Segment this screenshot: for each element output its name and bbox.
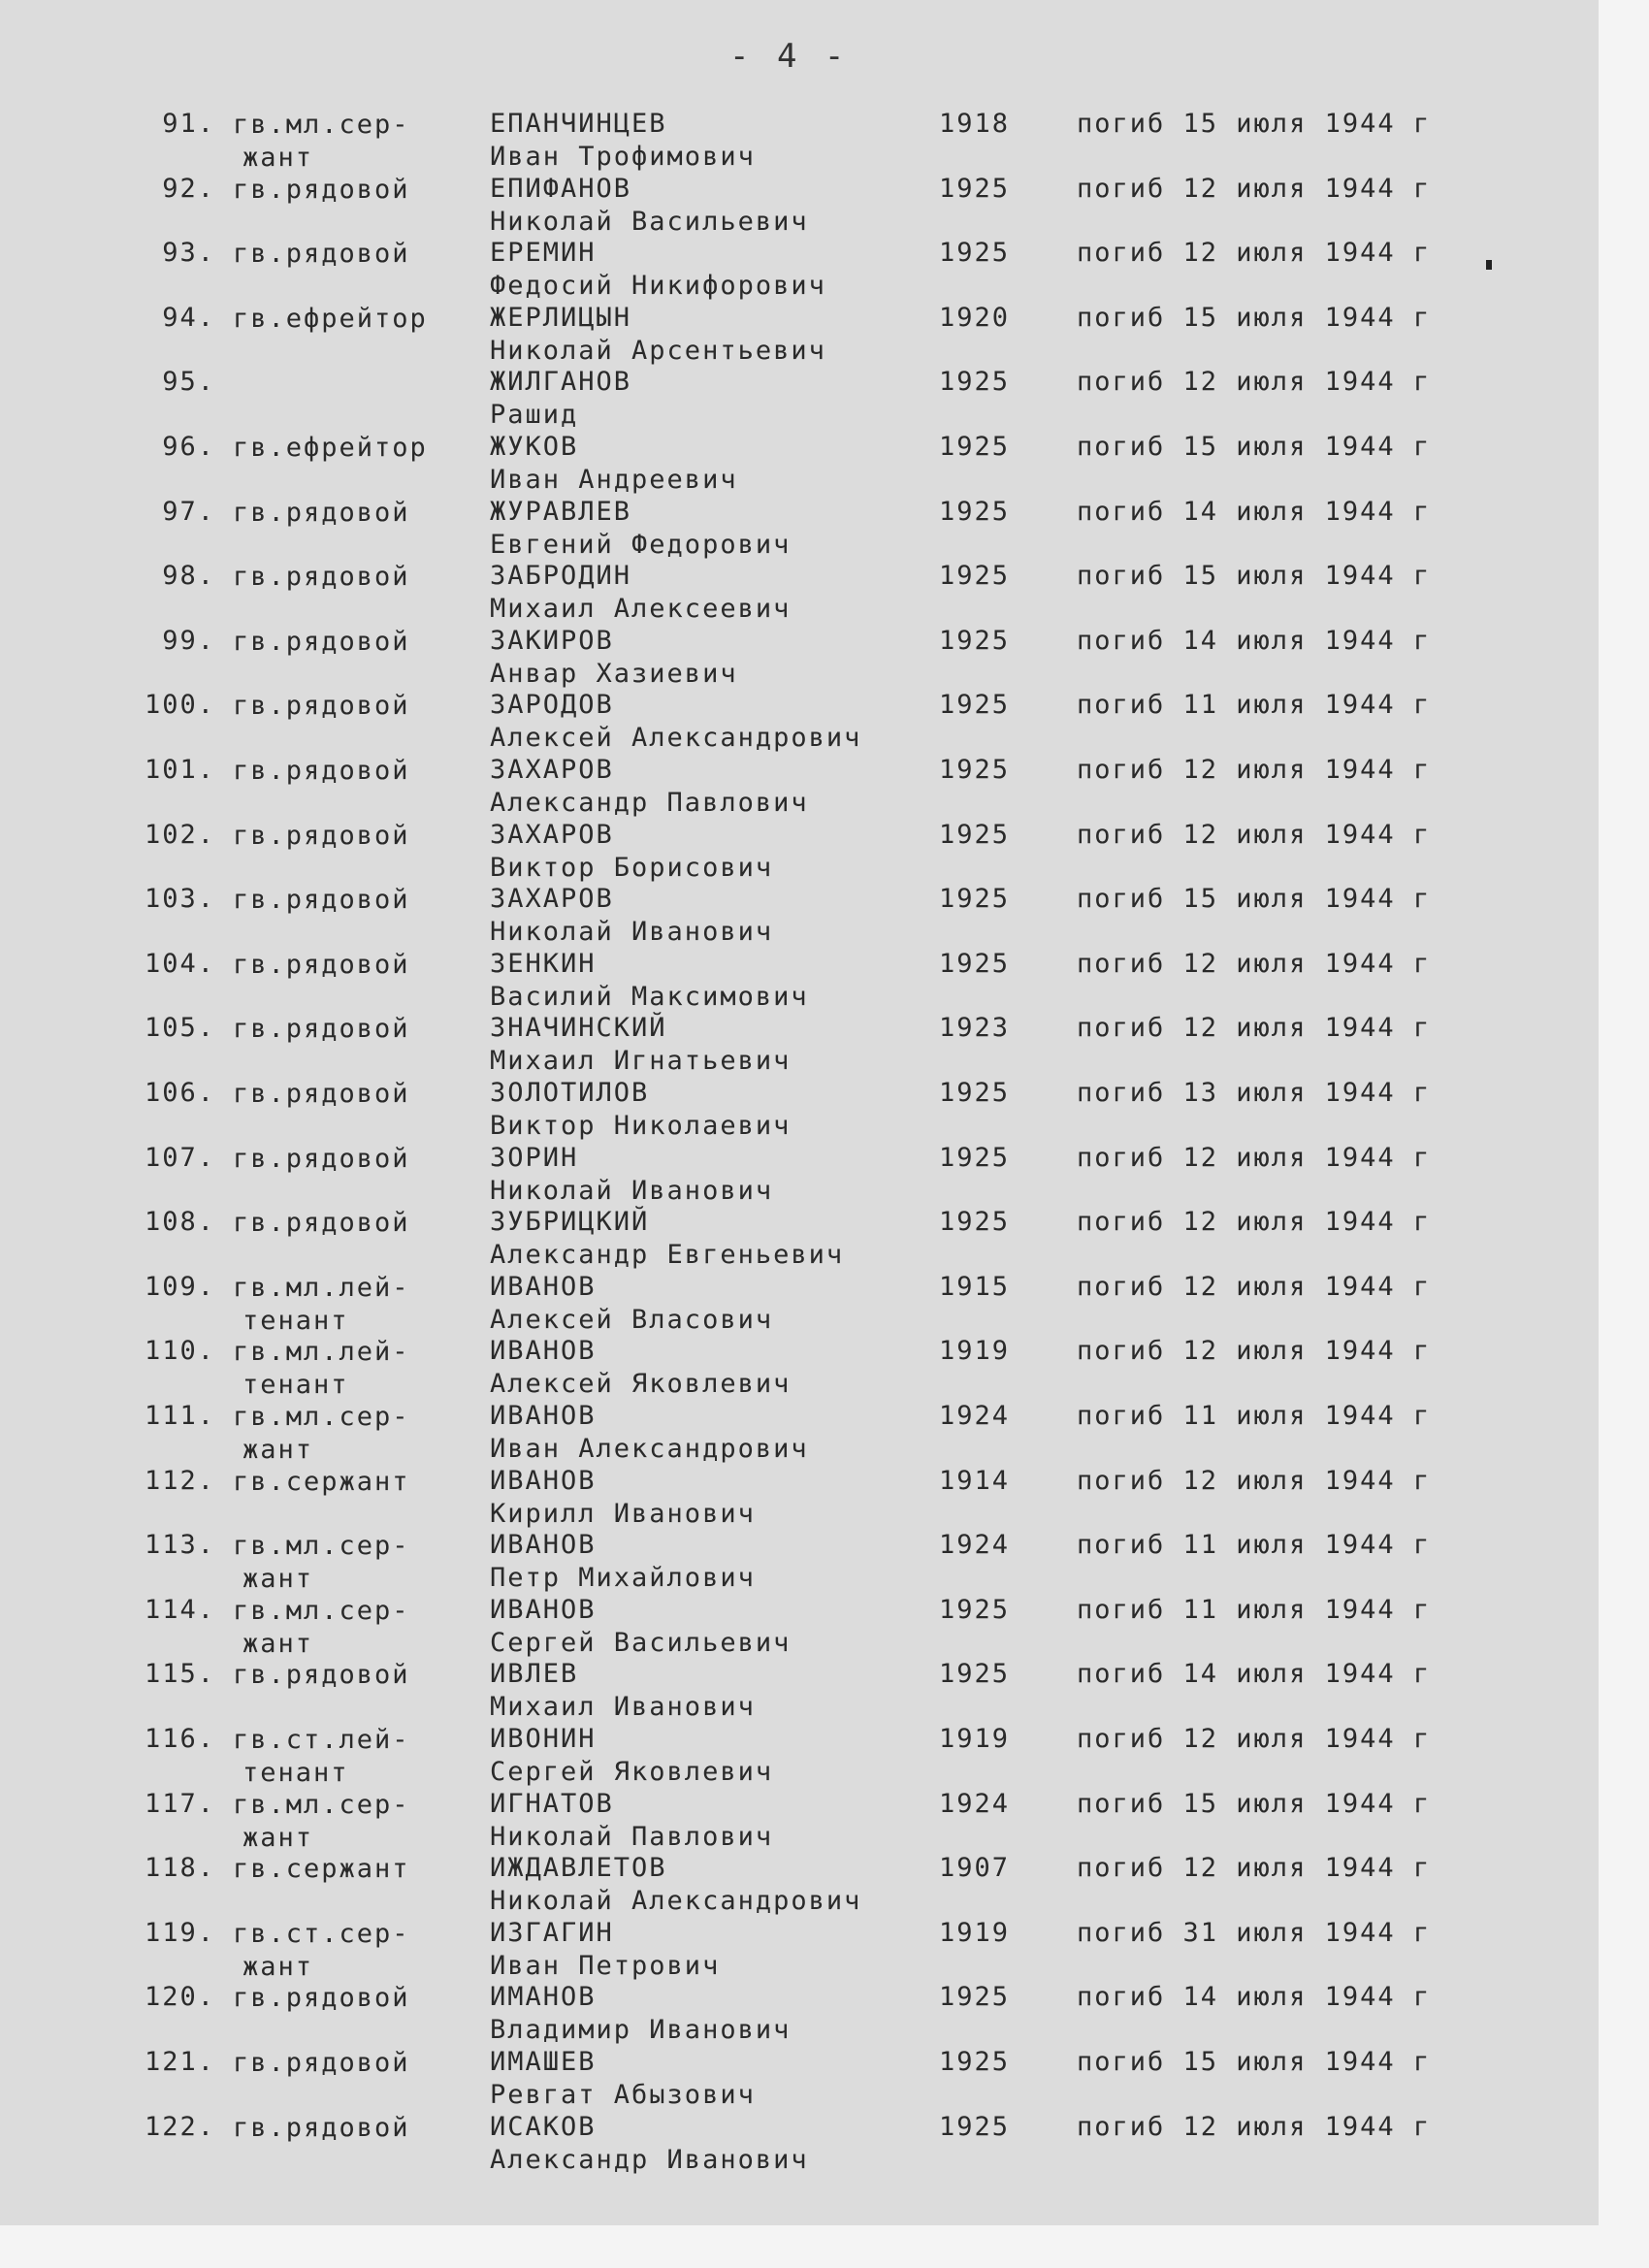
entry-status: погиб 14 июля 1944 г <box>1077 1659 1432 1690</box>
entry-rank-line1: гв.мл.сер- <box>233 110 410 140</box>
page-number: - 4 - <box>729 37 849 76</box>
entry-birth-year: 1919 <box>939 1336 1011 1367</box>
entry-number: 103. <box>144 884 215 915</box>
list-entry <box>0 1659 1591 1725</box>
entry-surname: ЕПАНЧИНЦЕВ <box>490 109 667 139</box>
entry-number: 114. <box>144 1594 215 1625</box>
entry-number: 93. <box>162 238 215 269</box>
entry-rank-line1: гв.мл.сер- <box>233 1595 410 1626</box>
list-entry <box>0 174 1591 240</box>
entry-birth-year: 1925 <box>939 948 1011 979</box>
entry-number: 107. <box>144 1142 215 1173</box>
entry-status: погиб 12 июля 1944 г <box>1077 367 1432 398</box>
entry-given-name: Сергей Яковлевич <box>490 1757 774 1787</box>
entry-surname: ЗАБРОДИН <box>490 561 632 592</box>
entry-birth-year: 1925 <box>939 690 1011 721</box>
entry-surname: ЕПИФАНОВ <box>490 173 632 204</box>
entry-given-name: Виктор Борисович <box>490 852 774 883</box>
entry-birth-year: 1925 <box>939 625 1011 656</box>
entry-rank <box>233 626 410 659</box>
list-entry <box>0 432 1591 498</box>
entry-surname: ЗНАЧИНСКИЙ <box>490 1013 667 1044</box>
entry-surname: ИВАНОВ <box>490 1401 597 1431</box>
list-entry <box>0 1982 1591 2048</box>
entry-given-name: Иван Александрович <box>490 1434 809 1464</box>
entry-status: погиб 12 июля 1944 г <box>1077 1207 1432 1238</box>
entry-given-name: Василий Максимович <box>490 981 809 1012</box>
entry-surname: ИВАНОВ <box>490 1271 597 1302</box>
entry-surname: ЗАХАРОВ <box>490 884 614 915</box>
list-entry <box>0 367 1591 433</box>
entry-given-name: Владимир Иванович <box>490 2015 792 2046</box>
entry-given-name: Ревгат Абызович <box>490 2080 756 2110</box>
entry-rank-line1: гв.ефрейтор <box>233 303 428 334</box>
entry-surname: ИЗГАГИН <box>490 1917 614 1948</box>
entry-surname: ИВОНИН <box>490 1724 597 1754</box>
entry-given-name: Михаил Игнатьевич <box>490 1046 792 1077</box>
entry-birth-year: 1925 <box>939 1142 1011 1173</box>
entry-number: 102. <box>144 819 215 850</box>
entry-birth-year: 1923 <box>939 1013 1011 1044</box>
entry-rank <box>233 1466 410 1499</box>
entry-surname: ИСАКОВ <box>490 2111 597 2142</box>
list-entry <box>0 109 1591 175</box>
entry-birth-year: 1925 <box>939 884 1011 915</box>
entry-birth-year: 1925 <box>939 367 1011 398</box>
entry-rank-line1: гв.рядовой <box>233 174 410 205</box>
entry-rank-line2: жант <box>242 1628 314 1659</box>
entry-rank-line1: гв.рядовой <box>233 1208 410 1239</box>
entry-birth-year: 1924 <box>939 1401 1011 1431</box>
entry-birth-year: 1907 <box>939 1853 1011 1884</box>
entry-number: 122. <box>144 2111 215 2142</box>
entry-number: 95. <box>162 367 215 398</box>
entry-surname: ИВЛЕВ <box>490 1659 579 1690</box>
entry-status: погиб 11 июля 1944 г <box>1077 1401 1432 1431</box>
entry-rank-line1: гв.рядовой <box>233 2112 410 2143</box>
list-entry <box>0 626 1591 692</box>
entry-birth-year: 1925 <box>939 496 1011 527</box>
entry-given-name: Кирилл Иванович <box>490 1498 756 1529</box>
list-entry <box>0 303 1591 369</box>
entry-given-name: Николай Арсентьевич <box>490 335 826 366</box>
entry-rank-line1: гв.рядовой <box>233 626 410 657</box>
entry-status: погиб 11 июля 1944 г <box>1077 1530 1432 1561</box>
entry-rank-line1: гв.мл.сер- <box>233 1789 410 1820</box>
entry-birth-year: 1920 <box>939 302 1011 333</box>
entry-rank <box>233 1078 410 1111</box>
entry-rank <box>233 2112 410 2145</box>
entry-birth-year: 1919 <box>939 1917 1011 1948</box>
entry-rank-line1: гв.ст.лей- <box>233 1725 410 1755</box>
entry-given-name: Иван Петрович <box>490 1950 721 1981</box>
entry-rank <box>233 949 410 982</box>
entry-number: 106. <box>144 1078 215 1108</box>
entry-birth-year: 1925 <box>939 2047 1011 2077</box>
list-entry <box>0 2112 1591 2178</box>
entry-birth-year: 1915 <box>939 1271 1011 1302</box>
list-entry <box>0 1918 1591 1984</box>
entry-rank-line1: гв.мл.лей- <box>233 1337 410 1368</box>
entry-status: погиб 14 июля 1944 г <box>1077 1982 1432 2013</box>
list-entry <box>0 1724 1591 1790</box>
entry-given-name: Николай Иванович <box>490 917 774 948</box>
entry-rank <box>233 1530 410 1596</box>
entry-given-name: Михаил Иванович <box>490 1692 756 1723</box>
entry-status: погиб 14 июля 1944 г <box>1077 496 1432 527</box>
list-entry <box>0 1530 1591 1596</box>
entry-given-name: Николай Александрович <box>490 1886 862 1917</box>
entry-number: 109. <box>144 1271 215 1302</box>
entry-surname: ЗАКИРОВ <box>490 625 614 656</box>
list-entry <box>0 755 1591 821</box>
entry-birth-year: 1919 <box>939 1724 1011 1754</box>
entry-birth-year: 1925 <box>939 1982 1011 2013</box>
entry-birth-year: 1925 <box>939 1078 1011 1108</box>
entry-birth-year: 1925 <box>939 2111 1011 2142</box>
entry-surname: ЖУРАВЛЕВ <box>490 496 632 527</box>
entry-surname: ЖУКОВ <box>490 432 579 462</box>
list-entry <box>0 884 1591 950</box>
entry-given-name: Николай Иванович <box>490 1175 774 1206</box>
entry-rank-line1: гв.ефрейтор <box>233 433 428 463</box>
entry-surname: ЖИЛГАНОВ <box>490 367 632 398</box>
entry-number: 96. <box>162 432 215 462</box>
entry-surname: ЖЕРЛИЦЫН <box>490 302 632 333</box>
entry-surname: ЕРЕМИН <box>490 238 597 269</box>
scan-margin-bottom <box>0 2225 1649 2268</box>
entry-rank <box>233 303 428 336</box>
entry-birth-year: 1925 <box>939 755 1011 785</box>
list-entry <box>0 1143 1591 1209</box>
entry-given-name: Александр Евгеньевич <box>490 1240 845 1271</box>
entry-rank <box>233 432 428 465</box>
list-entry <box>0 690 1591 756</box>
entry-status: погиб 12 июля 1944 г <box>1077 173 1432 204</box>
entry-status: погиб 12 июля 1944 г <box>1077 948 1432 979</box>
entry-given-name: Александр Павлович <box>490 788 809 818</box>
entry-given-name: Алексей Власович <box>490 1304 774 1335</box>
entry-number: 117. <box>144 1788 215 1819</box>
entry-given-name: Рашид <box>490 400 579 431</box>
entry-surname: ИВАНОВ <box>490 1465 597 1496</box>
entry-number: 110. <box>144 1336 215 1367</box>
entry-given-name: Михаил Алексеевич <box>490 594 792 625</box>
entry-status: погиб 15 июля 1944 г <box>1077 2047 1432 2077</box>
entry-surname: ИВАНОВ <box>490 1594 597 1625</box>
entry-number: 116. <box>144 1724 215 1754</box>
entry-number: 94. <box>162 302 215 333</box>
entry-rank <box>233 1982 410 2015</box>
entry-given-name: Анвар Хазиевич <box>490 658 738 689</box>
entry-rank-line1: гв.рядовой <box>233 885 410 916</box>
entry-given-name: Александр Иванович <box>490 2144 809 2175</box>
entry-birth-year: 1918 <box>939 109 1011 139</box>
entry-status: погиб 12 июля 1944 г <box>1077 1853 1432 1884</box>
entry-birth-year: 1925 <box>939 1207 1011 1238</box>
entry-given-name: Евгений Федорович <box>490 529 792 560</box>
list-entry <box>0 2047 1591 2113</box>
entry-rank-line2: жант <box>242 1822 314 1853</box>
list-entry <box>0 949 1591 1015</box>
entry-rank <box>233 1401 410 1467</box>
entry-rank <box>233 1853 410 1886</box>
list-entry <box>0 1853 1591 1919</box>
entry-number: 98. <box>162 561 215 592</box>
entry-surname: ЗАРОДОВ <box>490 690 614 721</box>
list-entry <box>0 1401 1591 1467</box>
entry-rank-line1: гв.рядовой <box>233 497 410 528</box>
list-entry <box>0 497 1591 563</box>
entry-birth-year: 1925 <box>939 561 1011 592</box>
entry-rank-line1: гв.сержант <box>233 1854 410 1885</box>
list-entry <box>0 1272 1591 1338</box>
entry-given-name: Иван Трофимович <box>490 142 756 172</box>
entry-number: 119. <box>144 1917 215 1948</box>
entry-rank-line2: жант <box>242 1951 314 1982</box>
entry-number: 104. <box>144 948 215 979</box>
entry-rank-line1: гв.ст.сер- <box>233 1918 410 1949</box>
entry-status: погиб 31 июля 1944 г <box>1077 1917 1432 1948</box>
entry-status: погиб 11 июля 1944 г <box>1077 1594 1432 1625</box>
entry-rank-line2: жант <box>242 1435 314 1465</box>
entry-status: погиб 14 июля 1944 г <box>1077 625 1432 656</box>
entry-rank-line1: гв.рядовой <box>233 2048 410 2078</box>
entry-surname: ЗАХАРОВ <box>490 755 614 785</box>
entry-surname: ИМАНОВ <box>490 1982 597 2013</box>
list-entry <box>0 1789 1591 1855</box>
list-entry <box>0 1078 1591 1144</box>
entry-rank <box>233 561 410 594</box>
entry-number: 100. <box>144 690 215 721</box>
entry-number: 97. <box>162 496 215 527</box>
entry-rank <box>233 1595 410 1661</box>
entry-number: 115. <box>144 1659 215 1690</box>
entry-surname: ИМАШЕВ <box>490 2047 597 2077</box>
entry-given-name: Петр Михайлович <box>490 1563 756 1594</box>
entry-rank-line1: гв.мл.сер- <box>233 1402 410 1432</box>
entry-rank-line1: гв.рядовой <box>233 239 410 270</box>
entry-status: погиб 12 июля 1944 г <box>1077 819 1432 850</box>
entry-status: погиб 11 июля 1944 г <box>1077 690 1432 721</box>
entry-rank <box>233 109 410 175</box>
entry-surname: ЗОЛОТИЛОВ <box>490 1078 650 1108</box>
entry-rank <box>233 1789 410 1855</box>
entry-rank-line1: гв.рядовой <box>233 562 410 593</box>
entry-surname: ИГНАТОВ <box>490 1788 614 1819</box>
entry-given-name: Алексей Александрович <box>490 723 862 754</box>
entry-rank <box>233 1207 410 1240</box>
entry-rank-line2: тенант <box>242 1305 349 1336</box>
entry-rank <box>233 1659 410 1692</box>
entry-rank <box>233 820 410 853</box>
scan-margin-right <box>1599 0 1649 2268</box>
entry-rank <box>233 755 410 788</box>
entry-rank <box>233 497 410 530</box>
entry-rank <box>233 2047 410 2080</box>
entry-number: 91. <box>162 109 215 139</box>
entry-status: погиб 15 июля 1944 г <box>1077 884 1432 915</box>
entry-number: 92. <box>162 173 215 204</box>
entry-rank-line1: гв.рядовой <box>233 691 410 722</box>
entry-given-name: Виктор Николаевич <box>490 1111 792 1141</box>
entry-given-name: Николай Павлович <box>490 1821 774 1852</box>
entry-rank-line2: жант <box>242 1564 314 1595</box>
list-entry <box>0 1013 1591 1079</box>
entry-rank <box>233 238 410 271</box>
list-entry <box>0 1595 1591 1661</box>
list-entry <box>0 1466 1591 1532</box>
entry-rank-line1: гв.рядовой <box>233 756 410 786</box>
entry-number: 121. <box>144 2047 215 2077</box>
entry-rank <box>233 1272 410 1338</box>
entry-number: 111. <box>144 1401 215 1431</box>
entry-number: 108. <box>144 1207 215 1238</box>
entry-rank-line1: гв.мл.сер- <box>233 1531 410 1562</box>
entry-status: погиб 15 июля 1944 г <box>1077 1788 1432 1819</box>
entry-rank-line1: гв.сержант <box>233 1466 410 1497</box>
entry-rank <box>233 1724 410 1790</box>
entry-given-name: Федосий Никифорович <box>490 271 826 302</box>
entry-rank <box>233 1918 410 1984</box>
entry-birth-year: 1925 <box>939 819 1011 850</box>
entry-given-name: Сергей Васильевич <box>490 1627 792 1658</box>
entry-rank-line1: гв.рядовой <box>233 1983 410 2014</box>
entry-rank <box>233 1143 410 1176</box>
entry-rank-line1: гв.рядовой <box>233 1079 410 1109</box>
entry-birth-year: 1925 <box>939 1594 1011 1625</box>
entry-rank <box>233 1013 410 1046</box>
entry-status: погиб 12 июля 1944 г <box>1077 2111 1432 2142</box>
entry-rank-line2: жант <box>242 143 314 173</box>
entry-surname: ЗУБРИЦКИЙ <box>490 1207 650 1238</box>
entry-status: погиб 15 июля 1944 г <box>1077 302 1432 333</box>
entry-number: 99. <box>162 625 215 656</box>
entry-surname: ИВАНОВ <box>490 1530 597 1561</box>
entry-status: погиб 12 июля 1944 г <box>1077 1336 1432 1367</box>
entry-status: погиб 12 июля 1944 г <box>1077 1465 1432 1496</box>
entry-surname: ИВАНОВ <box>490 1336 597 1367</box>
entry-number: 118. <box>144 1853 215 1884</box>
entry-status: погиб 12 июля 1944 г <box>1077 755 1432 785</box>
entry-rank-line1: гв.рядовой <box>233 1014 410 1045</box>
entry-rank-line2: тенант <box>242 1758 349 1788</box>
list-entry <box>0 1336 1591 1402</box>
entry-birth-year: 1914 <box>939 1465 1011 1496</box>
entry-status: погиб 15 июля 1944 г <box>1077 561 1432 592</box>
entry-birth-year: 1924 <box>939 1788 1011 1819</box>
entry-number: 120. <box>144 1982 215 2013</box>
entry-rank-line1: гв.рядовой <box>233 1660 410 1691</box>
entry-surname: ЗОРИН <box>490 1142 579 1173</box>
entry-rank-line1: гв.рядовой <box>233 1143 410 1174</box>
entry-number: 101. <box>144 755 215 785</box>
entry-status: погиб 12 июля 1944 г <box>1077 1271 1432 1302</box>
entry-rank <box>233 1336 410 1402</box>
entry-rank <box>233 884 410 917</box>
entry-number: 105. <box>144 1013 215 1044</box>
entry-given-name: Николай Васильевич <box>490 206 809 237</box>
entry-rank-line1: гв.мл.лей- <box>233 1272 410 1303</box>
entry-rank-line1: гв.рядовой <box>233 949 410 980</box>
entry-birth-year: 1925 <box>939 238 1011 269</box>
entry-birth-year: 1924 <box>939 1530 1011 1561</box>
entry-status: погиб 12 июля 1944 г <box>1077 1013 1432 1044</box>
entry-rank <box>233 174 410 207</box>
entry-status: погиб 15 июля 1944 г <box>1077 109 1432 139</box>
list-entry <box>0 1207 1591 1273</box>
entry-status: погиб 13 июля 1944 г <box>1077 1078 1432 1108</box>
entry-given-name: Алексей Яковлевич <box>490 1369 792 1400</box>
entry-status: погиб 12 июля 1944 г <box>1077 238 1432 269</box>
entry-surname: ИЖДАВЛЕТОВ <box>490 1853 667 1884</box>
entry-birth-year: 1925 <box>939 173 1011 204</box>
list-entry <box>0 561 1591 627</box>
entry-surname: ЗАХАРОВ <box>490 819 614 850</box>
entry-number: 113. <box>144 1530 215 1561</box>
entry-given-name: Иван Андреевич <box>490 465 738 495</box>
entry-rank-line1: гв.рядовой <box>233 820 410 851</box>
entry-birth-year: 1925 <box>939 432 1011 462</box>
entry-number: 112. <box>144 1465 215 1496</box>
list-entry <box>0 820 1591 886</box>
entry-rank-line2: тенант <box>242 1370 349 1401</box>
entry-status: погиб 12 июля 1944 г <box>1077 1724 1432 1754</box>
entry-surname: ЗЕНКИН <box>490 948 597 979</box>
entry-status: погиб 12 июля 1944 г <box>1077 1142 1432 1173</box>
list-entry <box>0 238 1591 304</box>
entry-status: погиб 15 июля 1944 г <box>1077 432 1432 462</box>
entry-birth-year: 1925 <box>939 1659 1011 1690</box>
entry-rank <box>233 690 410 723</box>
